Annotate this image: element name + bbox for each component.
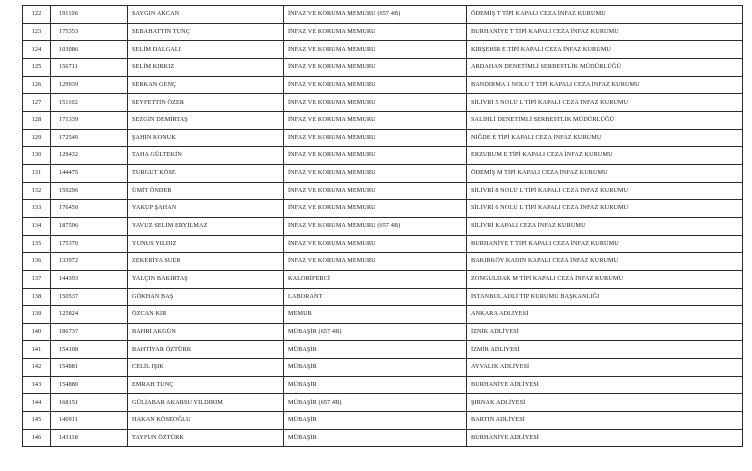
person-name-cell: BAHRİ AKGÜN <box>128 323 284 341</box>
institution-cell: BARTIN ADLİYESİ <box>467 412 743 430</box>
job-title-cell: MÜBAŞİR <box>284 412 467 430</box>
table-row <box>23 6 743 24</box>
table-row <box>23 182 743 200</box>
institution-cell: AYVALIK ADLİYESİ <box>467 359 743 377</box>
job-title-cell: İNFAZ VE KORUMA MEMURU <box>284 235 467 253</box>
institution-cell: İZMİR ADLİYESİ <box>467 341 743 359</box>
table-row <box>23 164 743 182</box>
row-number-cell: 132 <box>23 182 51 200</box>
institution-cell: BURHANİYE ADLİYESİ <box>467 376 743 394</box>
person-name-cell: YAKUP ŞAHAN <box>128 200 284 218</box>
person-name-cell: SAYGIN AKCAN <box>128 6 284 24</box>
row-number-cell: 133 <box>23 200 51 218</box>
table-row <box>23 270 743 288</box>
row-number-cell: 142 <box>23 359 51 377</box>
institution-cell: ANKARA ADLİYESİ <box>467 306 743 324</box>
registry-number-cell: 125824 <box>51 306 128 324</box>
table-row <box>23 253 743 271</box>
registry-number-cell: 186737 <box>51 323 128 341</box>
job-title-cell: İNFAZ VE KORUMA MEMURU (657 4B) <box>284 6 467 24</box>
registry-number-cell: 175353 <box>51 23 128 41</box>
table-row <box>23 23 743 41</box>
row-number-cell: 128 <box>23 111 51 129</box>
table-row <box>23 288 743 306</box>
table-row <box>23 394 743 412</box>
job-title-cell: LABORANT <box>284 288 467 306</box>
registry-number-cell: 154880 <box>51 376 128 394</box>
table-row <box>23 200 743 218</box>
job-title-cell: İNFAZ VE KORUMA MEMURU <box>284 147 467 165</box>
table-row <box>23 376 743 394</box>
person-name-cell: TAYFUN ÖZTÜRK <box>128 429 284 447</box>
person-name-cell: ÜMİT ÖNDER <box>128 182 284 200</box>
registry-number-cell: 175370 <box>51 235 128 253</box>
registry-number-cell: 187596 <box>51 217 128 235</box>
row-number-cell: 143 <box>23 376 51 394</box>
registry-number-cell: 103086 <box>51 41 128 59</box>
registry-number-cell: 144475 <box>51 164 128 182</box>
personnel-table-body <box>23 6 743 447</box>
institution-cell: ERZURUM E TİPİ KAPALI CEZA İNFAZ KURUMU <box>467 147 743 165</box>
row-number-cell: 135 <box>23 235 51 253</box>
registry-number-cell: 168151 <box>51 394 128 412</box>
job-title-cell: İNFAZ VE KORUMA MEMURU <box>284 76 467 94</box>
registry-number-cell: 154881 <box>51 359 128 377</box>
registry-number-cell: 156711 <box>51 58 128 76</box>
registry-number-cell: 129939 <box>51 76 128 94</box>
person-name-cell: SEYFETTİN ÖZER <box>128 94 284 112</box>
table-row <box>23 306 743 324</box>
row-number-cell: 123 <box>23 23 51 41</box>
row-number-cell: 127 <box>23 94 51 112</box>
job-title-cell: İNFAZ VE KORUMA MEMURU <box>284 41 467 59</box>
row-number-cell: 131 <box>23 164 51 182</box>
institution-cell: SİLİVRİ 5 NOLU L TİPİ KAPALI CEZA İNFAZ KURUMU <box>467 94 743 112</box>
person-name-cell: BAHTİYAR ÖZTÜRK <box>128 341 284 359</box>
person-name-cell: GÜLİABAR AKARSU YILDIRIM <box>128 394 284 412</box>
registry-number-cell: 129432 <box>51 147 128 165</box>
table-row <box>23 429 743 447</box>
row-number-cell: 125 <box>23 58 51 76</box>
person-name-cell: YALÇIN BAKIRTAŞ <box>128 270 284 288</box>
institution-cell: BURHANİYE T TİPİ KAPALI CEZA İNFAZ KURUMU <box>467 235 743 253</box>
job-title-cell: MÜBAŞİR <box>284 429 467 447</box>
job-title-cell: İNFAZ VE KORUMA MEMURU <box>284 58 467 76</box>
row-number-cell: 139 <box>23 306 51 324</box>
institution-cell: BANDIRMA 1 NOLU T TİPİ KAPALI CEZA İNFAZ KURUMU <box>467 76 743 94</box>
row-number-cell: 146 <box>23 429 51 447</box>
person-name-cell: ŞAHİN KONUK <box>128 129 284 147</box>
row-number-cell: 134 <box>23 217 51 235</box>
table-row <box>23 217 743 235</box>
personnel-table <box>22 5 743 447</box>
job-title-cell: MEMUR <box>284 306 467 324</box>
table-row <box>23 76 743 94</box>
row-number-cell: 144 <box>23 394 51 412</box>
person-name-cell: TAHA GÜLTEKİN <box>128 147 284 165</box>
registry-number-cell: 159296 <box>51 182 128 200</box>
institution-cell: ÖDEMİŞ M TİPİ KAPALI CEZA İNFAZ KURUMU <box>467 164 743 182</box>
table-row <box>23 235 743 253</box>
job-title-cell: İNFAZ VE KORUMA MEMURU <box>284 182 467 200</box>
institution-cell: BAKIRKÖY KADIN KAPALI CEZA İNFAZ KURUMU <box>467 253 743 271</box>
job-title-cell: KALORİFERCİ <box>284 270 467 288</box>
registry-number-cell: 151102 <box>51 94 128 112</box>
row-number-cell: 138 <box>23 288 51 306</box>
registry-number-cell: 176450 <box>51 200 128 218</box>
row-number-cell: 126 <box>23 76 51 94</box>
table-row <box>23 359 743 377</box>
job-title-cell: İNFAZ VE KORUMA MEMURU (657 4B) <box>284 217 467 235</box>
table-row <box>23 412 743 430</box>
table-row <box>23 41 743 59</box>
job-title-cell: İNFAZ VE KORUMA MEMURU <box>284 129 467 147</box>
row-number-cell: 140 <box>23 323 51 341</box>
table-row <box>23 58 743 76</box>
table-row <box>23 94 743 112</box>
institution-cell: ÖDEMİŞ T TİPİ KAPALI CEZA İNFAZ KURUMU <box>467 6 743 24</box>
row-number-cell: 122 <box>23 6 51 24</box>
row-number-cell: 141 <box>23 341 51 359</box>
table-row <box>23 111 743 129</box>
job-title-cell: MÜBAŞİR <box>284 359 467 377</box>
job-title-cell: MÜBAŞİR (657 4B) <box>284 394 467 412</box>
person-name-cell: EMRAH TUNÇ <box>128 376 284 394</box>
job-title-cell: İNFAZ VE KORUMA MEMURU <box>284 200 467 218</box>
person-name-cell: GÖKHAN BAŞ <box>128 288 284 306</box>
job-title-cell: MÜBAŞİR <box>284 376 467 394</box>
registry-number-cell: 143118 <box>51 429 128 447</box>
row-number-cell: 136 <box>23 253 51 271</box>
institution-cell: SALİHLİ DENETİMLİ SERBESTLİK MÜDÜRLÜĞÜ <box>467 111 743 129</box>
registry-number-cell: 191106 <box>51 6 128 24</box>
row-number-cell: 137 <box>23 270 51 288</box>
table-row <box>23 129 743 147</box>
job-title-cell: İNFAZ VE KORUMA MEMURU <box>284 253 467 271</box>
institution-cell: İZNİK ADLİYESİ <box>467 323 743 341</box>
job-title-cell: İNFAZ VE KORUMA MEMURU <box>284 23 467 41</box>
registry-number-cell: 172549 <box>51 129 128 147</box>
institution-cell: BURHANİYE ADLİYESİ <box>467 429 743 447</box>
registry-number-cell: 133972 <box>51 253 128 271</box>
person-name-cell: SELİM DALGALI <box>128 41 284 59</box>
institution-cell: SİLİVRİ 8 NOLU L TİPİ KAPALI CEZA İNFAZ KURUMU <box>467 182 743 200</box>
person-name-cell: ÖZCAN KIR <box>128 306 284 324</box>
row-number-cell: 130 <box>23 147 51 165</box>
institution-cell: NİĞDE E TİPİ KAPALI CEZA İNFAZ KURUMU <box>467 129 743 147</box>
institution-cell: ARDAHAN DENETİMLİ SERBESTLİK MÜDÜRLÜĞÜ <box>467 58 743 76</box>
person-name-cell: TURGUT KÖSE <box>128 164 284 182</box>
job-title-cell: İNFAZ VE KORUMA MEMURU <box>284 111 467 129</box>
person-name-cell: SELİM KIRKIZ <box>128 58 284 76</box>
institution-cell: İSTANBUL ADLİ TIP KURUMU BAŞKANLIĞI <box>467 288 743 306</box>
institution-cell: ŞIRNAK ADLİYESİ <box>467 394 743 412</box>
institution-cell: BURHANİYE T TİPİ KAPALI CEZA İNFAZ KURUMU <box>467 23 743 41</box>
registry-number-cell: 140911 <box>51 412 128 430</box>
job-title-cell: İNFAZ VE KORUMA MEMURU <box>284 94 467 112</box>
person-name-cell: SEZGİN DEMİRTAŞ <box>128 111 284 129</box>
institution-cell: SİLİVRİ 6 NOLU L TİPİ KAPALI CEZA İNFAZ KURUMU <box>467 200 743 218</box>
person-name-cell: SEBAHATTİN TUNÇ <box>128 23 284 41</box>
job-title-cell: İNFAZ VE KORUMA MEMURU <box>284 164 467 182</box>
job-title-cell: MÜBAŞİR <box>284 341 467 359</box>
row-number-cell: 145 <box>23 412 51 430</box>
registry-number-cell: 171339 <box>51 111 128 129</box>
row-number-cell: 129 <box>23 129 51 147</box>
institution-cell: ZONGULDAK M TİPİ KAPALI CEZA İNFAZ KURUMU <box>467 270 743 288</box>
table-row <box>23 341 743 359</box>
registry-number-cell: 144393 <box>51 270 128 288</box>
registry-number-cell: 154108 <box>51 341 128 359</box>
institution-cell: KIRŞEHİR E TİPİ KAPALI CEZA İNFAZ KURUMU <box>467 41 743 59</box>
registry-number-cell: 150537 <box>51 288 128 306</box>
institution-cell: SİLİVRİ KAPALI CEZA İNFAZ KURUMU <box>467 217 743 235</box>
person-name-cell: SERKAN GENÇ <box>128 76 284 94</box>
row-number-cell: 124 <box>23 41 51 59</box>
person-name-cell: YAVUZ SELİM ERYILMAZ <box>128 217 284 235</box>
table-row <box>23 323 743 341</box>
person-name-cell: ZEKERİYA SUER <box>128 253 284 271</box>
person-name-cell: YUNUS YILDIZ <box>128 235 284 253</box>
job-title-cell: MÜBAŞİR (657 4B) <box>284 323 467 341</box>
person-name-cell: HAKAN KÖSEOĞLU <box>128 412 284 430</box>
table-row <box>23 147 743 165</box>
person-name-cell: CELİL IŞIK <box>128 359 284 377</box>
